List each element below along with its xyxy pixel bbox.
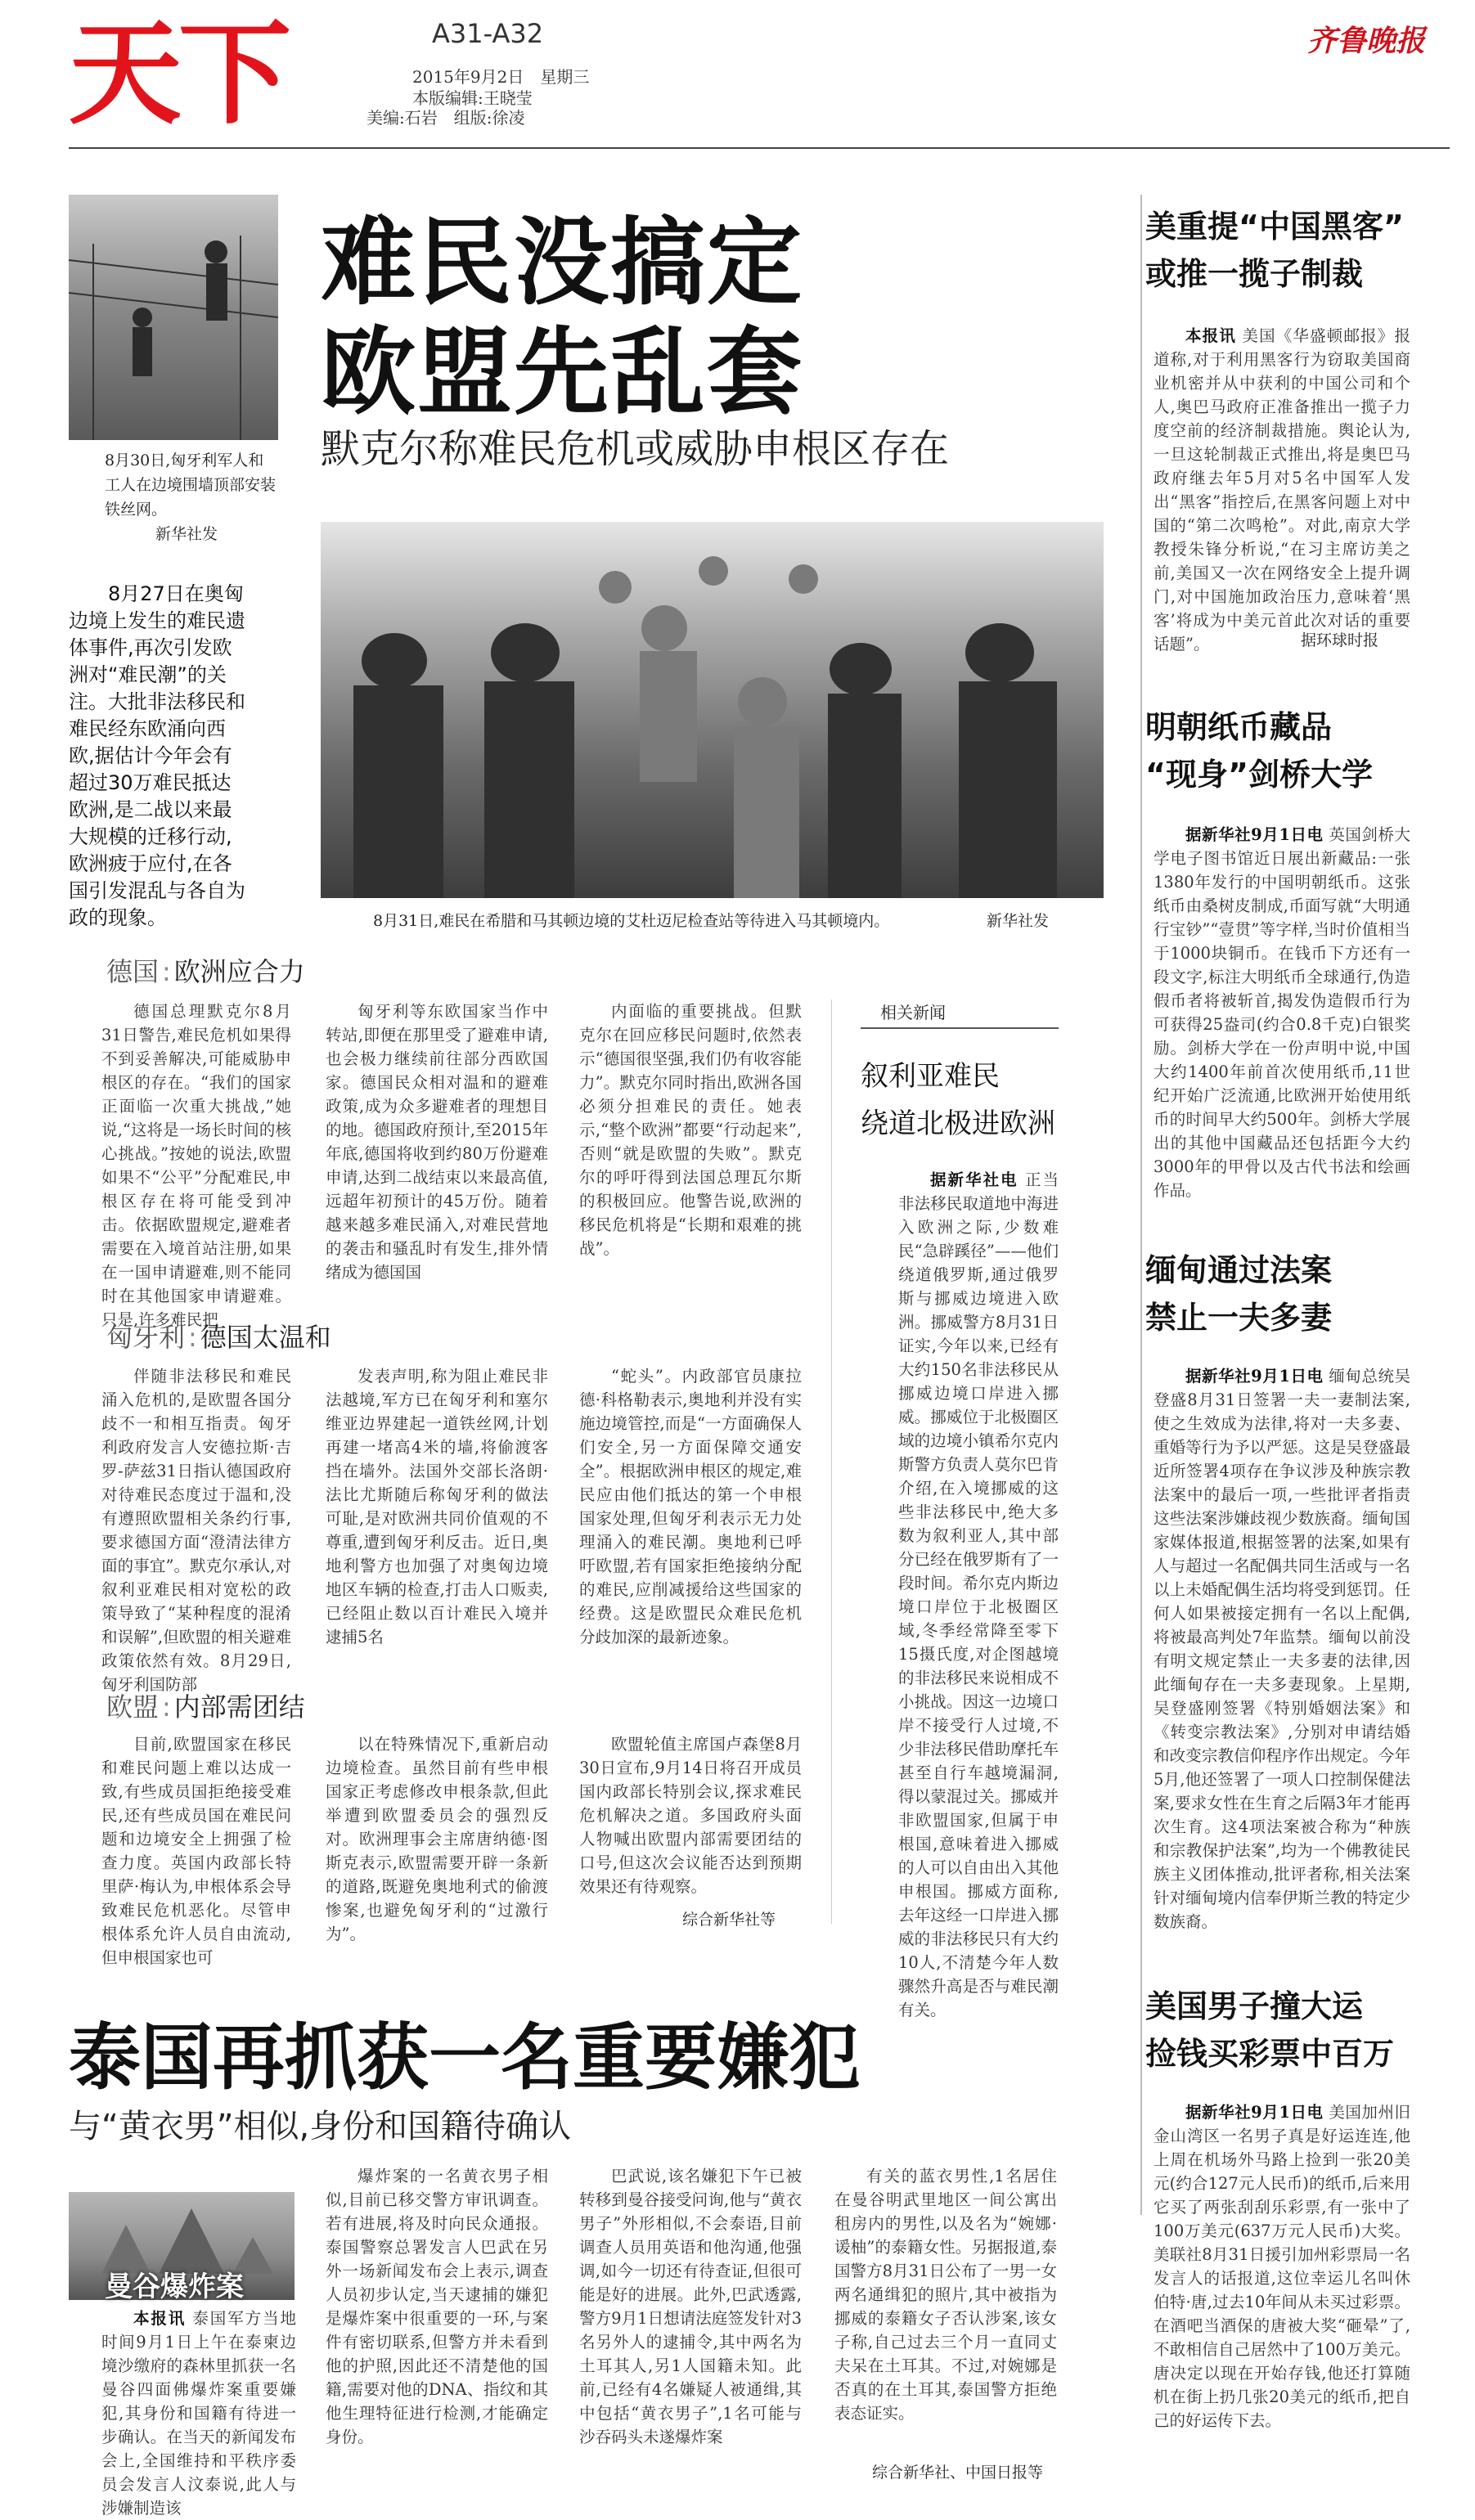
- related-source: 据新华社电: [930, 1170, 1019, 1189]
- masthead: [0, 0, 1475, 155]
- sidebar-2-title-2: “现身”剑桥大学: [1145, 757, 1373, 793]
- bangkok-photo-label: 曼谷爆炸案: [105, 2271, 244, 2303]
- sidebar-4-title-2: 捡钱买彩票中百万: [1145, 2036, 1395, 2072]
- section-label: 内部需团结: [173, 1691, 305, 1723]
- sidebar-1-body: 美国《华盛顿邮报》报道称,对于利用黑客行为窃取美国商业机密并从中获利的中国公司和个人,奥巴马政府正准备推出一揽子力度空前的经济制裁措施。舆论认为,一旦这轮制裁正式推出,将是奥巴马政府继去年5月对5名中国军人发出“黑客”指控后,在黑客问题上对中国的“第二次鸣枪”。对此,南京大学教授朱锋分析说,“在习主席访美之前,美国又一次在网络安全上提升调门,对中国施加政治压力,意味着‘黑客’将成为中美元首此次对话的重要话题”。: [1153, 326, 1410, 654]
- lead-intro: 8月27日在奥匈边境上发生的难民遗体事件,再次引发欧洲对“难民潮”的关注。大批非法移民和难民经东欧涌向西欧,据估计今年会有超过30万难民抵达欧洲,是二战以来最大规模的迁移行动,欧洲疲于应付,在各国引发混乱与各自为政的现象。: [69, 582, 245, 929]
- section-label: 德国太温和: [200, 1322, 331, 1353]
- bottom-headline: 泰国再抓获一名重要嫌犯: [69, 2015, 861, 2100]
- bottom-col-3: 巴武说,该名嫌犯下午已被转移到曼谷接受问询,他与“黄衣男子”外形相似,不会泰语,目前调查人员用英语和他沟通,他强调,如今一切还有待查证,但很可能是好的进展。此外,巴武透露,警方9月1日想请法庭签发针对3名另外人的逮捕令,其中两名为土耳其人,另1人国籍未知。此前,已经有4名嫌疑人被通缉,其中包括“黄衣男子”,1名可能与沙吞码头未遂爆炸案: [579, 2167, 802, 2446]
- section-hungary-head: 匈牙利 : 德国太温和: [106, 1322, 331, 1353]
- related-rule: [861, 1027, 1059, 1029]
- bottom-source: 本报讯: [133, 2309, 187, 2328]
- sidebar-divider: [1140, 195, 1142, 2215]
- bangkok-photo: [69, 2192, 295, 2303]
- lead-headline-2: 欧盟先乱套: [321, 317, 803, 428]
- sidebar-3-body: 缅甸总统吴登盛8月31日签署一夫一妻制法案,使之生效成为法律,将对一夫多妻、重婚等行为予以严惩。这是吴登盛最近所签署4项存在争议涉及种族宗教法案中的最后一项,一些批评者指责这些法案涉嫌歧视少数族裔。缅甸国家媒体报道,根据签署的法案,如果有人与超过一名配偶共同生活或与一名以上未婚配偶生活均将受到惩罚。任何人如果被接定拥有一名以上配偶,将被最高判处7年监禁。缅甸以前没有明文规定禁止一夫多妻的法律,因此缅甸存在一夫多妻现象。上星期,吴登盛刚签署《特别婚姻法案》和《转变宗教法案》,分别对申请结婚和改变宗教信仰程序作出规定。今年5月,他还签署了一项人口控制保健法案,要求女性在生育之后隔3年才能再次生育。这4项法案被合称为“种族和宗教保护法案”,均为一个佛教徒民族主义团体推动,批评者称,相关法案针对缅甸境内信奉伊斯兰教的特定少数族裔。: [1153, 1367, 1410, 1931]
- small-photo: [69, 195, 278, 440]
- germany-col-3: 内面临的重要挑战。但默克尔在回应移民问题时,依然表示“德国很坚强,我们仍有收容能力”。默克尔同时指出,欧洲各国必须分担难民的责任。她表示,“整个欧洲”都要“行动起来”,否则“就是欧盟的失败”。默克尔的呼吁得到法国总理瓦尔斯的积极回应。他警告说,欧洲的移民危机将是“长期和艰难的挑战”。: [579, 1002, 802, 1258]
- main-photo: [321, 522, 1104, 898]
- bottom-col-1-body: 泰国军方当地时间9月1日上午在泰柬边境沙缴府的森林里抓获一名曼谷四面佛爆炸案重要嫌犯,其身份和国籍有待进一步确认。在当天的新闻发布会上,全国维持和平秩序委员会发言人汶泰说,此人与涉嫌制造该: [101, 2309, 296, 2518]
- sidebar-3-source: 据新华社9月1日电: [1185, 1367, 1324, 1386]
- refugees-soldiers-icon: [321, 522, 1104, 898]
- sidebar-3-title-1: 缅甸通过法案: [1145, 1252, 1333, 1288]
- hungary-col-3: “蛇头”。内政部官员康拉德·科格勒表示,奥地利并没有实施边境管控,而是“一方面确保人们安全,另一方面保障交通安全”。根据欧洲申根区的规定,难民应由他们抵达的第一个申根国家处理,但匈牙利表示无力处理涌入的难民潮。奥地利已呼吁欧盟,若有国家拒绝接纳分配的难民,应削减援给这些国家的经费。这是欧盟民众难民危机分歧加深的最新迹象。: [579, 1367, 802, 1646]
- small-photo-caption: 8月30日,匈牙利军人和工人在边境围墙顶部安装铁丝网。: [105, 451, 277, 519]
- related-title-1: 叙利亚难民: [861, 1060, 1000, 1093]
- sidebar-2-text: [1153, 823, 1410, 1200]
- fence-workers-icon: [69, 195, 278, 440]
- section-country: 德国: [106, 956, 160, 987]
- related-body: 正当非法移民取道地中海进入欧洲之际,少数难民“急辟蹊径”——他们绕道俄罗斯,通过俄罗斯与挪威边境进入欧洲。挪威警方8月31日证实,今年以来,已经有大约150名非法移民从挪威边境口岸进入挪威。挪威位于北极圈区域的边境小镇希尔克内斯警方负责人莫尔巴肯介绍,在入境挪威的这些非法移民中,绝大多数为叙利亚人,其中部分已经在俄罗斯有了一段时间。希尔克内斯边境口岸位于北极圈区域,冬季经常降至零下15摄氏度,对企图越境的非法移民来说相成不小挑战。因这一边境口岸不接受行人过境,不少非法移民借助摩托车甚至自行车越境漏洞,得以蒙混过关。挪威并非欧盟国家,但属于申根国,意味着进入挪威的人可以自由出入其他申根国。挪威方面称,去年这经一口岸进入挪威的非法移民只有大约10人,不清楚今年人数骤然升高是否与难民潮有关。: [898, 1170, 1059, 2019]
- related-news-label: 相关新闻: [880, 1003, 946, 1022]
- hungary-col-1: 伴随非法移民和难民涌入危机的,是欧盟各国分歧不一和相互指责。匈牙利政府发言人安德拉斯·吉罗-萨兹31日指认德国政府对待难民态度过于温和,没有遵照欧盟相关条约行事,要求德国方面“澄清法律方面的事宜”。默克尔承认,对叙利亚难民相对宽松的政策导致了“某种程度的混淆和误解”,但欧盟的相关避难政策依然有效。8月29日,匈牙利国防部: [101, 1367, 291, 1694]
- sidebar-1-title-1: 美重提“中国黑客”: [1145, 209, 1404, 245]
- section-logo: 天下: [69, 8, 289, 140]
- lead-subheadline: 默克尔称难民危机或威胁申根区存在: [321, 426, 950, 472]
- bottom-col-4: 有关的蓝衣男性,1名居住在曼谷明武里地区一间公寓出租房内的男性,以及名为“婉娜·谖柚”的泰籍女性。另据报道,泰国警方8月31日公布了一男一女两名通缉犯的照片,其中被指为挪威的泰籍女子否认涉案,该女子称,自己过去三个月一直同丈夫呆在土耳其。不过,对婉娜是否真的在土耳其,泰国警方拒绝表态证实。: [834, 2167, 1057, 2423]
- sidebar-4-text: [1153, 2100, 1410, 2467]
- bottom-col-1: [101, 2307, 296, 2518]
- paper-logo: 齐鲁晚报: [1307, 24, 1426, 58]
- main-photo-credit: 新华社发: [987, 912, 1050, 930]
- sidebar-1-title-2: 或推一揽子制裁: [1145, 256, 1364, 292]
- small-photo-credit: 新华社发: [155, 525, 218, 543]
- masthead-rule: [69, 147, 1450, 149]
- germany-col-2: 匈牙利等东欧国家当作中转站,即便在那里受了避难申请,也会极力继续前往部分西欧国家。德国民众相对温和的避难政策,成为众多避难者的理想目的地。德国政府预计,至2015年年底,德国将收到约80万份避难申请,达到二战结束以来最高值,远超年初预计的45万份。随着越来越多难民涌入,对难民营地的袭击和骚乱时有发生,排外情绪成为德国国: [326, 1002, 548, 1282]
- bottom-subheadline: 与“黄衣男”相似,身份和国籍待确认: [69, 2108, 572, 2145]
- date-line: 2015年9月2日 星期三: [412, 67, 590, 87]
- sidebar-4-body: 美国加州旧金山湾区一名男子真是好运连连,他上周在机场外马路上捡到一张20美元(约合127元人民币)的纸币,后来用它买了两张刮刮乐彩票,有一张中了100万美元(637万元人民币)大奖。美联社8月31日援引加州彩票局一名发言人的话报道,这位幸运儿名叫休伯特·唐,过去10年间从未买过彩票。在酒吧当酒保的唐被大奖“砸晕”了,不敢相信自己居然中了100万美元。唐决定以现在开始存钱,他还打算随机在街上扔几张20美元的纸币,把自己的好运传下去。: [1153, 2103, 1410, 2430]
- section-eu-head: 欧盟 : 内部需团结: [106, 1691, 305, 1723]
- lead-credit: 综合新华社等: [682, 1911, 776, 1929]
- eu-col-3: 欧盟轮值主席国卢森堡8月30日宣布,9月14日将召开成员国内政部长特别会议,探求难民危机解决之道。多国政府头面人物喊出欧盟内部需要团结的口号,但这次会议能否达到预期效果还有待观察。: [579, 1735, 802, 1896]
- related-title-2: 绕道北极进欧洲: [861, 1107, 1055, 1140]
- main-photo-caption: 8月31日,难民在希腊和马其顿边境的艾杜迈尼检查站等待进入马其顿境内。: [373, 912, 890, 930]
- page-range: A31-A32: [432, 18, 544, 49]
- related-divider: [831, 999, 832, 1924]
- section-country: 匈牙利: [106, 1322, 186, 1353]
- section-germany-head: 德国 : 欧洲应合力: [106, 956, 305, 987]
- eu-col-2: 以在特殊情况下,重新启动边境检查。虽然目前有些申根国家正考虑修改申根条款,但此举遭到欧盟委员会的强烈反对。欧洲理事会主席唐纳德·图斯克表示,欧盟需要开辟一条新的道路,既避免奥地利式的偷渡惨案,也避免匈牙利的“过激行为”。: [326, 1735, 548, 1943]
- bottom-col-2: 爆炸案的一名黄衣男子相似,目前已移交警方审讯调查。若有进展,将及时向民众通报。泰国警察总署发言人巴武在另外一场新闻发布会上表示,调查人员初步认定,当天逮捕的嫌犯是爆炸案中很重要的一环,与案件有密切联系,但警方并未看到他的护照,因此还不清楚他的国籍,需要对他的DNA、指纹和其他生理特征进行检测,才能确定身份。: [326, 2167, 548, 2446]
- section-country: 欧盟: [106, 1691, 160, 1723]
- related-text: [898, 1168, 1059, 2019]
- sidebar-2-body: 英国剑桥大学电子图书馆近日展出新藏品:一张1380年发行的中国明朝纸币。这张纸币由桑树皮制成,币面写就“大明通行宝钞”“壹贯”等字样,当时价值相当于1000块铜币。在钱币下方还有一段文字,标注大明纸币全球通行,伪造假币者将被斩首,揭发伪造假币行为可获得25盎司(约合0.8千克)白银奖励。剑桥大学在一份声明中说,中国大约1400年前首次使用纸币,11世纪开始广泛流通,比欧洲开始使用纸币的时间早大约500年。剑桥大学展出的其他中国藏品还包括距今大约3000年的甲骨以及古代书法和绘画作品。: [1153, 825, 1410, 1200]
- sidebar-3-text: [1153, 1364, 1410, 1929]
- sidebar-4-title-1: 美国男子撞大运: [1145, 1988, 1364, 2024]
- bottom-credit: 综合新华社、中国日报等: [872, 2464, 1044, 2482]
- sidebar-2-source: 据新华社9月1日电: [1185, 825, 1324, 844]
- section-label: 欧洲应合力: [173, 956, 305, 987]
- eu-col-1: 目前,欧盟国家在移民和难民问题上难以达成一致,有些成员国拒绝接受难民,还有些成员国在难民问题和边境安全上拥强了检查力度。英国内政部长特里萨·梅认为,申根体系会导致难民危机恶化。尽管申根体系允许人员自由流动,但申根国家也可: [101, 1735, 291, 1967]
- editor-credit: 本版编辑:王晓莹: [412, 88, 533, 108]
- sidebar-1-credit: 据环球时报: [1301, 631, 1379, 649]
- lead-headline-1: 难民没搞定: [321, 208, 803, 318]
- sidebar-3-title-2: 禁止一夫多妻: [1145, 1300, 1333, 1336]
- sidebar-4-source: 据新华社9月1日电: [1185, 2103, 1324, 2122]
- sidebar-1-source: 本报讯: [1185, 326, 1237, 345]
- germany-col-1: 德国总理默克尔8月31日警告,难民危机如果得不到妥善解决,可能威胁申根区的存在。“我们的国家正面临一次重大挑战,”她说,“这将是一场长时间的核心挑战。”按她的说法,欧盟如果不“公平”分配难民,申根区存在将可能受到冲击。依据欧盟规定,避难者需要在入境首站注册,如果在一国申请避难,则不能同时在其他国家申请避难。只是,许多难民把: [101, 1002, 291, 1329]
- design-credit: 美编:石岩 组版:徐凌: [367, 108, 525, 128]
- sidebar-2-title-1: 明朝纸币藏品: [1145, 709, 1333, 745]
- hungary-col-2: 发表声明,称为阻止难民非法越境,军方已在匈牙利和塞尔维亚边界建起一道铁丝网,计划再建一堵高4米的墙,将偷渡客挡在墙外。法国外交部长洛朗·法比尤斯随后称匈牙利的做法可耻,是对欧洲共同价值观的不尊重,遭到匈牙利反击。近日,奥地利警方也加强了对奥匈边境地区车辆的检查,打击人口贩卖,已经阻止数以百计难民入境并逮捕5名: [326, 1367, 548, 1646]
